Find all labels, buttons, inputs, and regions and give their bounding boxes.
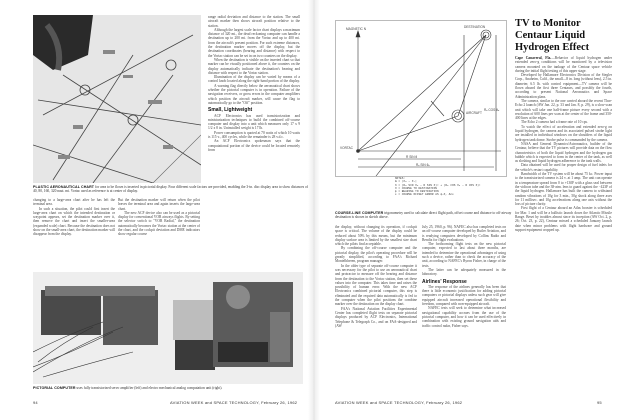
diagram-notes xyxy=(395,177,505,197)
paragraph: When the destination is visible on the inserted chart so that marker can be visually positioned above it, the counters on the display automatically indicate the destination's bearing and distance with respect to the Vortac station. xyxy=(208,57,300,75)
paragraph: First flight of a Centaur aboard an Atlas booster is scheduled for Mar. 1 and will be a ballistic launch down the Atlantic Missile Range. Beset by troubles almost since its inception (AW Oct. 2, p. 26; Oct. 23, p. 22), Centaur missed a scheduled January launch date when minor problems with flight hardware and ground support equipment cropped up. xyxy=(515,206,612,232)
paragraph: NAFEC tests will seek to determine what increased navigational capability accrues from the use of the pictorial computer, and how it can be used effectively in combination with existing ground navigation aids and traffic control radar, Fisher says. xyxy=(422,306,506,328)
paragraph: changing to a large-area chart after he has left the terminal area. xyxy=(33,198,115,207)
paragraph: ACF Electronics has used transistorization and ministurization techniques to build the combined off-course computer and display into a unit which measures only 17 x 9 1/2 x 8 in. Uninstalled weight is 17 lb. xyxy=(208,113,300,131)
note-line: ε = COURSE OFFSET ERROR AS ψ−θ, Δ=ε xyxy=(395,193,454,197)
dateline: Cape Canaveral, Fla. xyxy=(515,56,552,60)
note-line: Δ = |θₐ − θᵣ| xyxy=(395,180,417,184)
caption-text: for area to be flown is inserted in pictorial display. Four different scale factors are provided, enabling the 3-in. disc display area to show distances of 40, 80, 160, 320 naut. mi. Vortac used as reference is at center of display. xyxy=(33,185,309,194)
left-running-foot: AVIATION WEEK and SPACE TECHNOLOGY, February 26, 1962 xyxy=(170,400,298,405)
paragraph: the display, without changing its operation, if cockpit space is critical. The volume of the display could be reduced about 50% by this means, but the minimum display surface area is limited by the smallest size chart which the pilots find acceptable. xyxy=(335,225,417,247)
right-column-1 xyxy=(335,225,417,328)
paragraph: Bandwidth of the TV system will be about 75 kc. Power input to the transistorized camera is 24 v. at 1 amp. The unit can operate in a temperature spread from 0 to +130F with a glass seal between the vidicon tube and the 38-atm. lens to guard against the −423F of the liquid hydrogen. Hallamore has built the camera to withstand random vibrations of 10g for 3 min., 50g shock along three axes for 11 millisec. and 10g accelerations along one axis without the loss of picture clarity. xyxy=(515,172,612,207)
subhead-small-lightweight: Small, Lightweight xyxy=(208,107,253,114)
course-line-diagram xyxy=(335,20,507,177)
paragraph: The latter can be adequately measured in the laboratory. xyxy=(422,267,506,277)
page-gutter xyxy=(308,0,320,420)
subhead-airlines-response: Airlines' Response xyxy=(422,278,467,285)
sidebar-headline: TV to Monitor Centaur Liquid Hydrogen Effect xyxy=(515,18,590,53)
paragraph: In such a situation, the pilot could first insert the large-area chart on which the intended destination or waypoint appears, set the destination marker over it, then remove the chart and insert the smaller-area (expanded scale) chart. Because the destination does not show on the small-area chart, the destination marker will disappear from the display. xyxy=(33,206,115,237)
label-magnetic-north: MAGNETIC N xyxy=(346,27,367,31)
paragraph: An ACF Electronics spokesman says that the computational portion of the device could be located remotely from xyxy=(208,139,300,152)
label-rd-cos-thetad: Rₐ COS θₐ xyxy=(484,108,500,112)
paragraph: The Echo 2 camera had a frame rate of 10 cps. xyxy=(521,120,588,125)
paragraph: Although the largest scale factor chart displays a maximum distance of 320 mi., the dead reckoning computer can handle a destination up to 200 mi. from the Vortac and up to 400 mi. from the aircraft's present position. For such extreme distances, the destination marker moves off the display, but the destination coordinates (bearing and distance) with respect to the Vortac station can be set in on two counters on the display. xyxy=(208,27,300,58)
left-column-1 xyxy=(33,198,115,237)
paragraph: —Behavior of liquid hydrogen under extended zero-g conditions will be monitored by a television camera mounted on the tankage of the Centaur space vehicle during the initial flight testing of this upper stage. xyxy=(515,56,613,73)
left-column-3 xyxy=(208,15,300,152)
caption-label: PICTORIAL COMPUTER xyxy=(33,386,76,390)
right-page-number: 95 xyxy=(597,400,602,405)
paragraph: range radial deviation and distance to the station. The small aircraft marker then shows aircraft position relative to the station. xyxy=(208,15,300,28)
paragraph: In the older type of separate off-course computer it was necessary for the pilot to use an aeronautical chart and protractor to measure off the bearing and distance from the destination to the Vortac station, then set these values into the computer. This takes time and raises the possibility of human error. With the new ACF Electronics combined pictorial computer, this step is eliminated and the required data automatically is fed to the computer when the pilot positions the combine marker over the destination on the display chart. xyxy=(335,263,417,307)
caption-text: trigonometry used to calculate direct flight path, offset course and distance to off-airway destination is shown in sketch above. xyxy=(335,211,512,220)
chart-figure-caption xyxy=(33,185,313,194)
paragraph: Data obtained will be used for proper design of fuel inlets for the vehicle's restart capability. xyxy=(515,163,612,172)
label-aircraft: AIRCRAFT xyxy=(466,111,482,115)
label-destination: DESTINATION xyxy=(464,25,486,29)
paragraph: But the destination marker will return when the pilot leaves the terminal area and again inserts the large-area chart. xyxy=(118,198,200,211)
paragraph: Illumination of the display can be varied by means of a control knob located along the right-hand portion of the display. xyxy=(208,75,300,84)
paragraph: To watch the effect of acceleration and extended zero-g on liquid hydrogen, the camera and its associated pulsed strobe light are installed in individual windows on the shoulders of the liquid hydrogen tank dome. Strobe pulse is commanded by the camera. xyxy=(515,124,612,142)
computer-illustration xyxy=(33,272,303,384)
aeronautical-chart-photo xyxy=(33,15,201,183)
chart-illustration xyxy=(33,15,201,183)
label-r-sin-theta: R SIN θ xyxy=(406,155,418,159)
caption-text: uses fully transistorized servo amplifier (left) and electro mechanical analog computation unit (right). xyxy=(76,386,223,390)
note-line: ψ = BEARING TO DESTINATION xyxy=(395,190,439,194)
left-page-number: 94 xyxy=(33,400,38,405)
trigonometry-diagram xyxy=(336,21,506,176)
note-line: δ = (Rₐ SIN θₐ − R SIN θ)² + (Rₐ COS θₐ − R COS θ)² xyxy=(395,183,481,187)
right-column-2 xyxy=(422,225,506,328)
note-line: θ = COURSE TO DESTINATION xyxy=(395,186,437,190)
notes-title: NOTES: xyxy=(395,177,406,180)
paragraph: Developed by Hallamore Electronics Division of the Siegler Corp., Anaheim, Calif., the small—8 in. long (without lens), 2.5 in. diameter, 6.5 lb. with control equipment—TV camera will be flown aboard the first three Centaurs, and possibly the fourth, according to present National Aeronautics and Space Administration plans. xyxy=(515,73,612,99)
paragraph: By combining the off-course computer and the pictorial display, the pilot's operating procedure will be greatly simplified, according to FAA's Richard Montelbheren, program manager. xyxy=(335,246,417,264)
paragraph: NASA and General Dynamics/Astronautics, builder of the Centaur, believe that the TV pictures will provide data on the flow characteristics of both the liquid hydrogen and the hydrogen gas bubble which is expected to form in the center of the tank, as well as sloshing and liquid hydrogen adherence to the tank walls. xyxy=(515,141,612,164)
left-column-2 xyxy=(118,198,200,237)
computer-figure-caption xyxy=(33,386,323,390)
label-rd-sin-thetad: Rₐ SIN θₐ xyxy=(416,163,430,167)
paragraph: The new ACF device also can be used as a pictorial display for conventional VOR airways flights. By setting the selector switch to "VOR Radial," the destination automatically becomes the Vortac station at the center of the chart, and the cockpit deviation and DME indicators show regular course xyxy=(118,210,200,237)
sidebar-article xyxy=(515,18,612,232)
paragraph: FAA's National Aviation Facilities Experimental Center has completed flight tests on separate pictorial displays produced by ACF Electronics, International Telephone & Telegraph Co., and on FAA-designed and (AW xyxy=(335,306,417,328)
paragraph: The forthcoming flight tests on the new pictorial computer, expected to last about three months, are intended to determine the operational advantages of using such a device, rather than to check the accuracy of the unit, according to NAFEC's Byron Fisher, in charge of the tests. xyxy=(422,242,506,268)
paragraph: The camera, similar to the one carried aboard the recent Thor-Echo 2 launch (AW Jan. 22, p. 33 and Jan. 8, p. 29), is a slow-scan unit which will take one half-frame picture every second with a resolution of 600 lines per scan at the center of the frame and 350-400 lines at the edges. xyxy=(515,98,612,121)
paragraph: July 25, 1960, p. 96). NAFEC also has completed tests on an off-course computer developed by Butler Aviation, and is readying computers developed by Collins Radio and Bendix for flight evaluations. xyxy=(422,225,506,242)
caption-label: COURSE-LINE COMPUTER xyxy=(335,211,384,215)
paragraph: A warning flag directly below the aeronautical chart shows whether the pictorial computer is in operation. Failure of the navigation receivers, or gross errors in the computer amplifiers which position the aircraft marker, will cause the flag to automatically go to the "Off" position. xyxy=(208,83,300,105)
caption-label: PLASTIC AERONAUTICAL CHART xyxy=(33,185,95,189)
right-running-foot: AVIATION WEEK and SPACE TECHNOLOGY, February 26, 1962 xyxy=(335,400,463,405)
diagram-figure-caption xyxy=(335,211,515,220)
pictorial-computer-photo xyxy=(33,272,303,384)
label-vortac: VORTAC xyxy=(340,146,353,150)
paragraph: The response of the airlines generally has been that there is little economic justification for adding pictorial computers or pictorial displays unless such gear will give equipped aircraft increased operational flexibility and freedom, compared with non-equipped aircraft. xyxy=(422,284,506,307)
paragraph: Power consumption is quoted at 70 watts of which 10 watts is 115 v., 400 cycles, while the remainder is 28 v.d.c. xyxy=(208,130,300,140)
